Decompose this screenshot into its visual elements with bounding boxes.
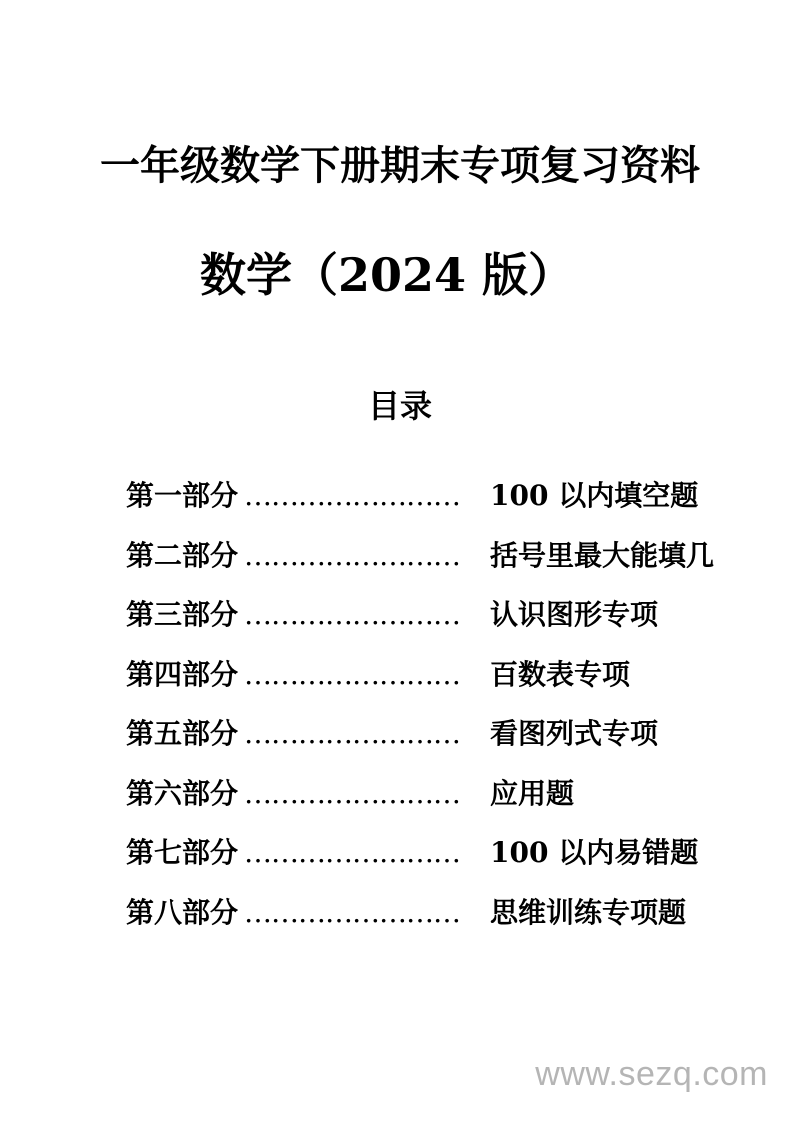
toc-leader-dots: …………………… [244,717,460,750]
toc-part-label: 第四部分 [126,657,239,691]
watermark-url: www.sezq.com [535,1055,768,1093]
toc-leader-dots: …………………… [244,479,460,512]
toc-leader-dots: …………………… [244,776,460,810]
toc-part-label: 第七部分 [126,836,239,869]
toc-topic-label: 括号里最大能填几 [490,538,715,572]
toc-part-label: 第五部分 [126,717,239,750]
toc-part-label: 第八部分 [126,895,239,929]
toc-topic-label: 认识图形专项 [490,598,659,631]
toc-entry-7 [126,831,714,891]
toc-part-label: 第二部分 [126,538,239,572]
toc-leader-dots: …………………… [244,895,460,929]
toc-part-label: 第三部分 [126,598,239,631]
toc-topic-label: 百数表专项 [490,657,631,691]
toc-part-label: 第一部分 [126,479,239,512]
toc-leader-dots: …………………… [244,836,460,869]
document-subtitle: 数学（2024 版） [200,248,575,302]
toc-entry-8 [126,891,714,951]
toc-topic-label: 应用题 [490,776,575,810]
toc-entry-2 [126,534,714,594]
toc-topic-label: 100 以内填空题 [490,479,699,512]
toc-topic-label: 100 以内易错题 [490,836,699,869]
toc-leader-dots: …………………… [244,598,460,631]
toc-entry-5 [126,712,714,772]
toc-leader-dots: …………………… [244,657,460,691]
toc-topic-label: 看图列式专项 [490,717,659,750]
toc-entry-6 [126,772,714,832]
toc-leader-dots: …………………… [244,538,460,572]
toc-entry-4 [126,653,714,713]
table-of-contents [126,474,714,950]
toc-entry-1 [126,474,714,534]
toc-heading: 目录 [367,387,432,425]
toc-entry-3 [126,593,714,653]
document-title: 一年级数学下册期末专项复习资料 [100,142,700,189]
toc-part-label: 第六部分 [126,776,239,810]
toc-topic-label: 思维训练专项题 [490,895,687,929]
